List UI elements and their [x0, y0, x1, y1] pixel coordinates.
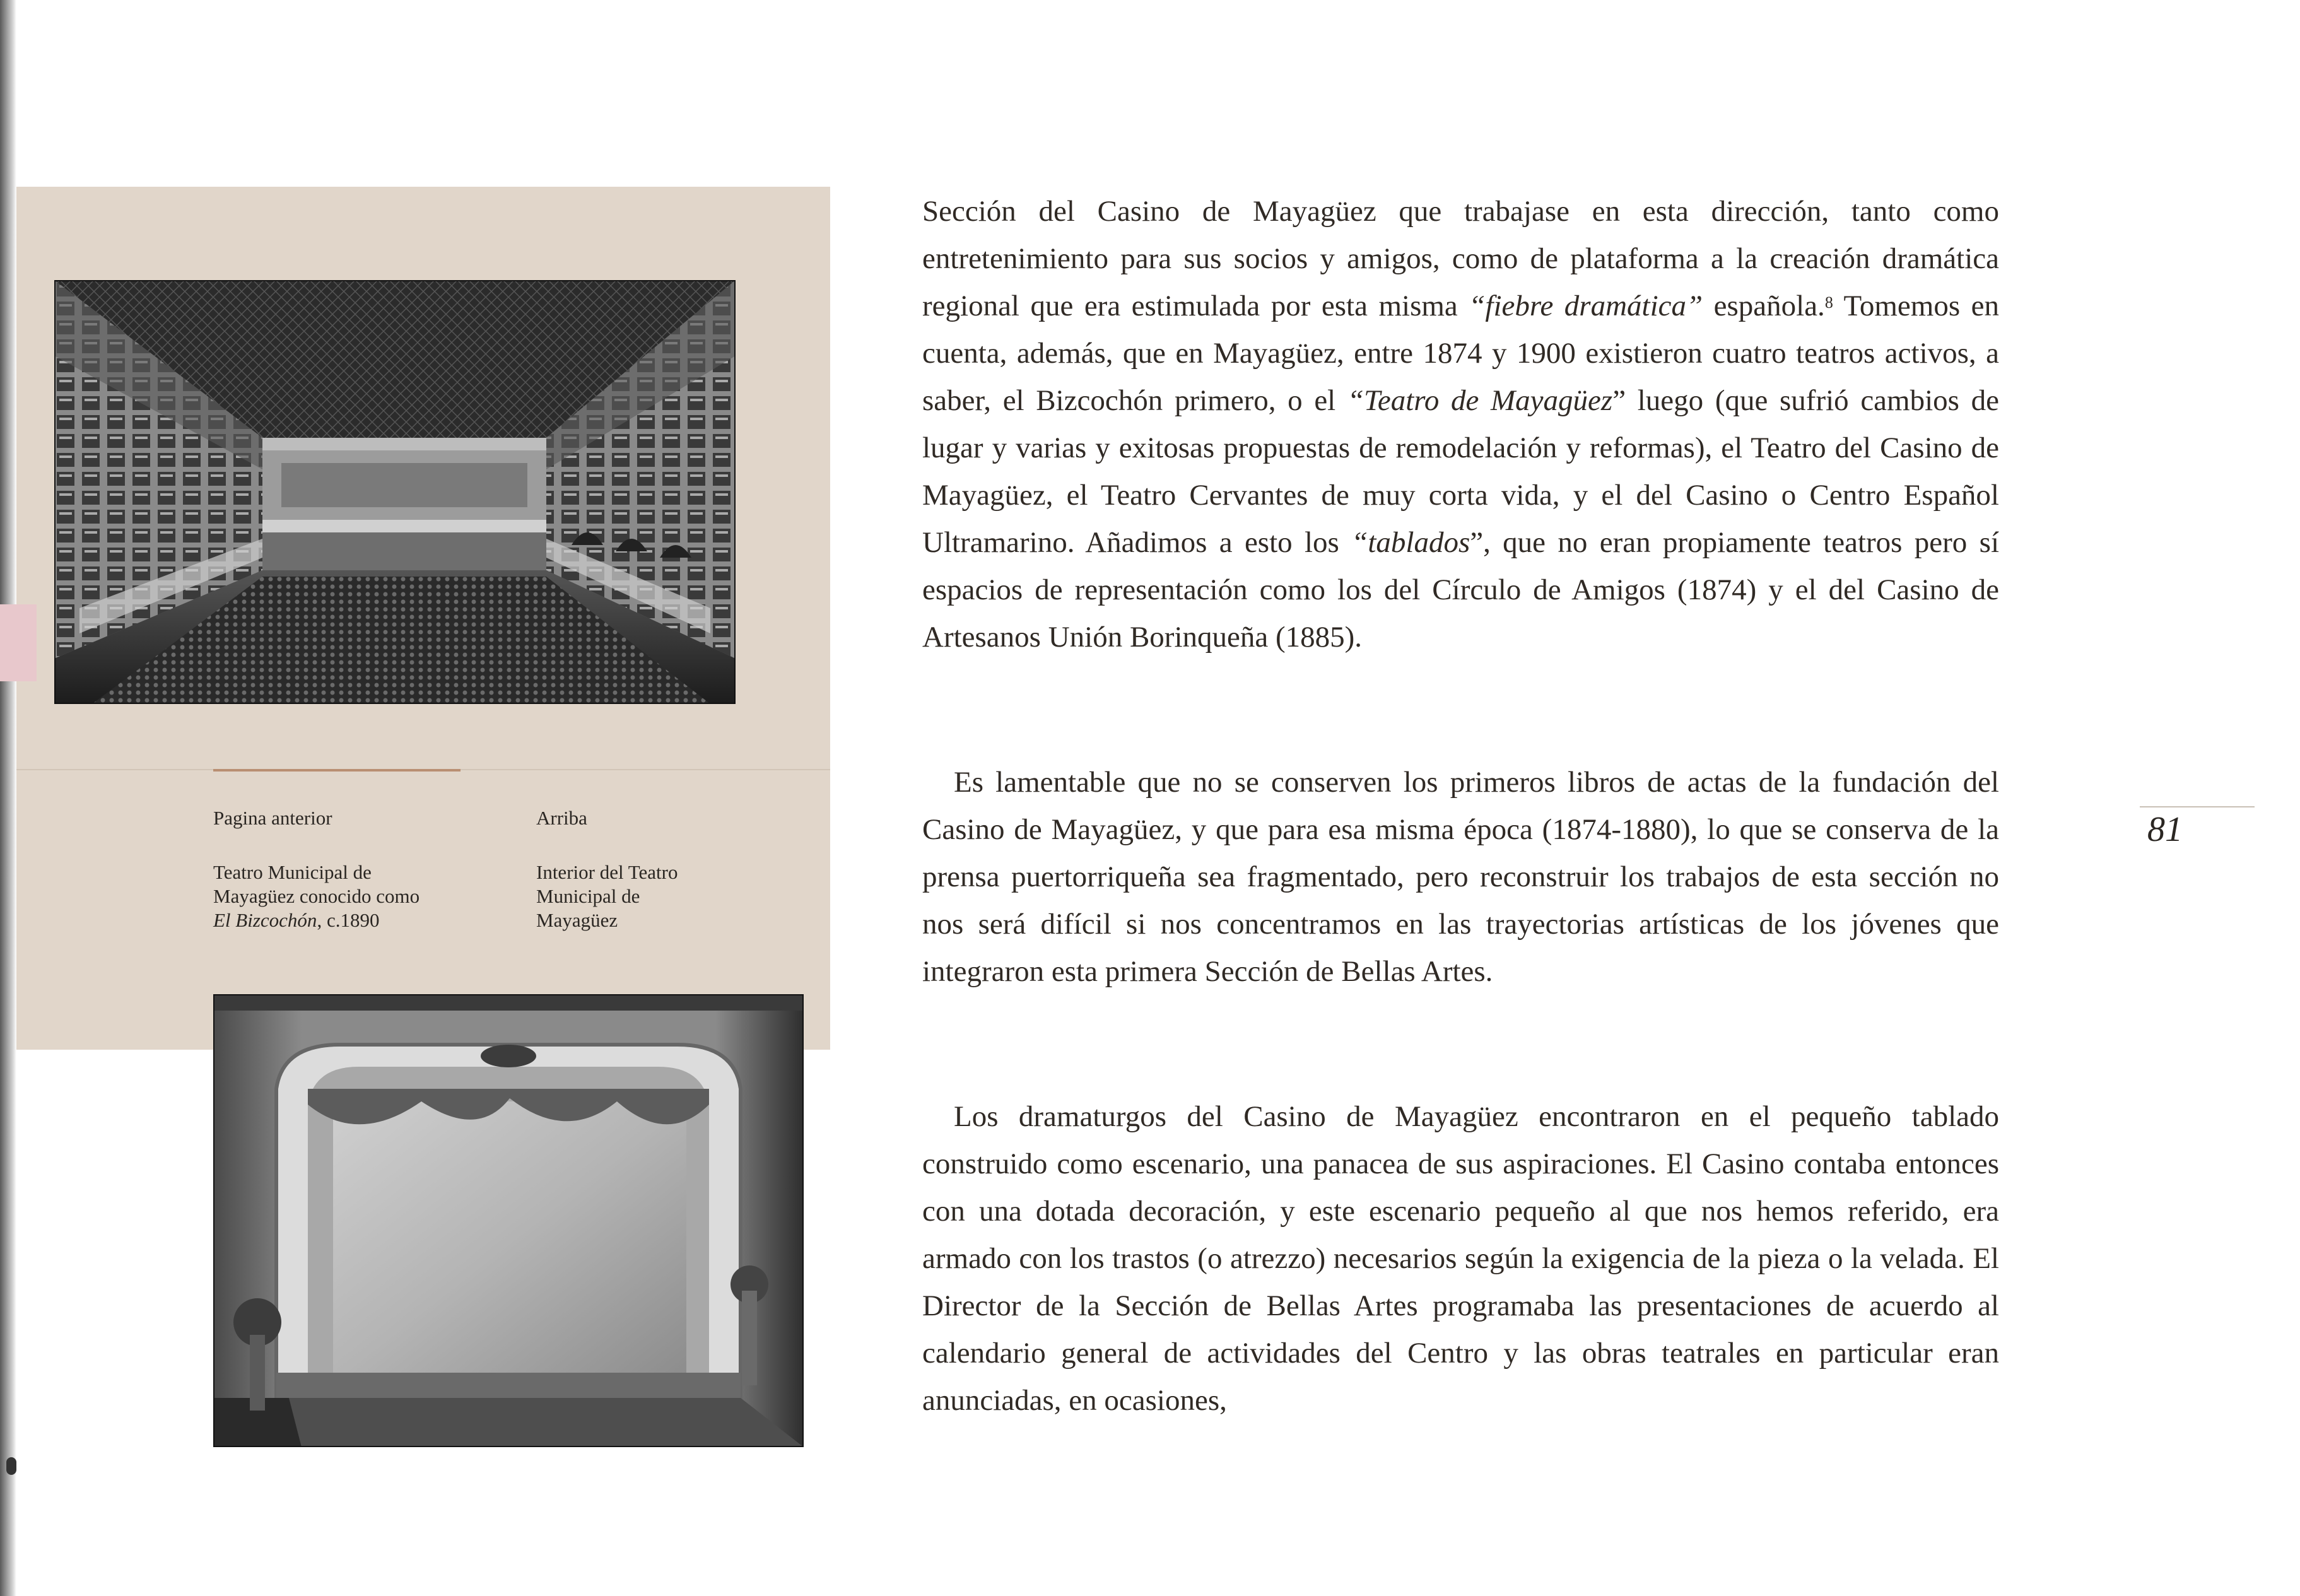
caption-previous-page	[213, 806, 478, 932]
caption-above	[536, 806, 751, 932]
body-paragraph-2	[922, 759, 1999, 995]
caption-line: Municipal de	[536, 885, 640, 907]
text-run: Tomemos en cuenta, además, que en Mayagüez, entre 1874 y 1900 existieron cuatro teatros activos, a saber, el Bizcochón primero, o el	[922, 290, 1999, 417]
paragraph	[922, 1093, 1999, 1424]
footnote-marker: 8	[1824, 293, 1833, 312]
book-spine-shadow	[0, 0, 16, 1596]
text-run-italic: “tablados	[1351, 526, 1470, 559]
text-run: Sección del Casino de Mayagüez que trabajase en esta dirección, tanto como entretenimiento para sus socios y amigos, como de plataforma a la creación dramática regional que era estimulada por esta misma	[922, 195, 1999, 322]
caption-italic-title: El Bizcochón	[213, 909, 317, 931]
paragraph	[922, 759, 1999, 995]
caption-rule	[213, 769, 461, 772]
text-run-italic: “fiebre dramática”	[1469, 290, 1703, 322]
text-run: Es lamentable que no se conserven los primeros libros de actas de la fundación del Casino de Mayagüez, y que para esa misma época (1874-1880), lo que se conserva de la prensa puertorriqueña sea fragmentado, pero reconstruir los trabajos de esta sección no nos será difícil si nos concentramos en las trayectorias artísticas de los jóvenes que integraron esta primera Sección de Bellas Artes.	[922, 766, 1999, 988]
caption-heading: Pagina anterior	[213, 807, 332, 829]
caption-heading: Arriba	[536, 807, 587, 829]
caption-line: Interior del Teatro	[536, 861, 678, 883]
text-run: Los dramaturgos del Casino de Mayagüez encontraron en el pequeño tablado construido como escenario, una panacea de sus aspiraciones. El Casino contaba entonces con una dotada decoración, y este escenario pequeño al que nos hemos referido, era armado con los trastos (o atrezzo) necesarios según la exigencia de la pieza o la velada. El Director de la Sección de Bellas Artes programaba las presentaciones de acuerdo al calendario general de actividades del Centro y las obras teatrales en particular eran anunciadas, en ocasiones,	[922, 1100, 1999, 1417]
caption-line: Teatro Municipal de	[213, 861, 372, 883]
theatre-interior-photo	[54, 280, 736, 704]
text-run: ” luego (que sufrió cambios de lugar y varias y exitosas propuestas de remodelación y reformas), el Teatro del Casino de Mayagüez, el Teatro Cervantes de muy corta vida, y el del Casino o Centro Español Ultramarino. Añadimos a esto los	[922, 384, 1999, 559]
caption-line: Mayagüez conocido como	[213, 885, 420, 907]
theatre-stage-photo	[213, 994, 804, 1447]
body-paragraph-3	[922, 1093, 1999, 1424]
body-paragraph-1	[922, 188, 1999, 661]
caption-date: , c.1890	[317, 909, 380, 931]
page-tab-marker	[0, 604, 37, 681]
text-run-italic: “Teatro de Mayagüez	[1347, 384, 1613, 417]
text-run: española.	[1703, 290, 1825, 322]
text-run: ”, que no eran propiamente teatros pero sí espacios de representación como los del Círculo de Amigos (1874) y el del Casino de Artesanos Unión Borinqueña (1885).	[922, 526, 1999, 654]
paragraph	[922, 188, 1999, 661]
caption-line: Mayagüez	[536, 909, 618, 931]
page-number: 81	[2147, 810, 2183, 849]
binding-mark	[6, 1457, 16, 1475]
page-number-rule	[2140, 806, 2255, 807]
